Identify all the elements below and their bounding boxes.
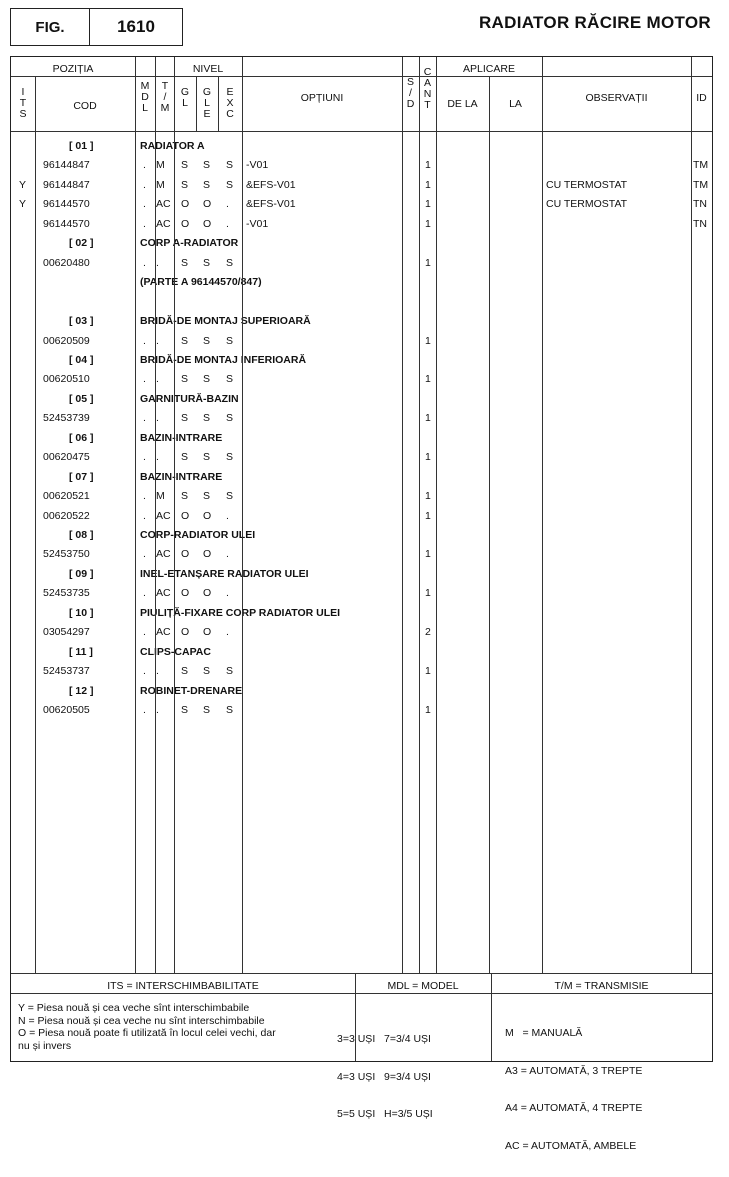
tm-value: . (156, 665, 159, 678)
option-code: &EFS-V01 (246, 198, 296, 211)
gle-value: S (203, 665, 211, 678)
section-title: ROBINET-DRENARE (140, 684, 243, 697)
position-label: [ 04 ] (69, 353, 94, 366)
part-code: 96144847 (43, 159, 90, 172)
exc-value: S (226, 159, 234, 172)
legend-its-text (18, 1002, 276, 1052)
gl-value: S (181, 704, 189, 717)
quantity: 1 (425, 451, 431, 464)
section-title: BAZIN-INTRARE (140, 470, 223, 483)
exc-value: S (226, 665, 234, 678)
part-code: 00620480 (43, 256, 90, 269)
section-title: BRIDĂ-DE MONTAJ INFERIOARĂ (140, 353, 307, 366)
quantity: 1 (425, 509, 431, 522)
quantity: 1 (425, 178, 431, 191)
id-value: TM (693, 159, 709, 172)
gl-value: O (181, 198, 190, 211)
grid-line (155, 57, 156, 973)
legend-its-line: O = Piesa nouă poate fi utilizată în locul celei vechi, dar (18, 1027, 276, 1039)
section-title: CORP A-RADIATOR (140, 237, 239, 250)
mdl-value: . (143, 217, 146, 230)
gle-value: O (203, 587, 212, 600)
mdl-value: . (143, 665, 146, 678)
section-title: GARNITURĂ-BAZIN (140, 392, 239, 405)
part-code: 96144570 (43, 198, 90, 211)
mdl-value: . (143, 178, 146, 191)
quantity: 1 (425, 587, 431, 600)
position-label: [ 02 ] (69, 237, 94, 250)
col-gl: G L (180, 86, 190, 109)
exc-value: S (226, 178, 234, 191)
gl-value: O (181, 626, 190, 639)
tm-value: AC (156, 548, 171, 561)
exc-value: S (226, 373, 234, 386)
gl-value: O (181, 548, 190, 561)
gle-value: S (203, 451, 211, 464)
part-code: 52453750 (43, 548, 90, 561)
section-title: BAZIN-INTRARE (140, 431, 223, 444)
exc-value: S (226, 334, 234, 347)
grid-line (242, 57, 243, 973)
part-code: 00620509 (43, 334, 90, 347)
col-optiuni: OPȚIUNI (300, 92, 344, 104)
tm-value: . (156, 373, 159, 386)
col-mdl: M D L (140, 80, 150, 114)
grid-line (355, 973, 356, 1061)
tm-value: M (156, 159, 165, 172)
tm-value: M (156, 490, 165, 503)
col-its: I T S (19, 86, 27, 120)
quantity: 1 (425, 548, 431, 561)
gle-value: S (203, 159, 211, 172)
its-value: Y (19, 198, 27, 211)
tm-value: AC (156, 509, 171, 522)
tm-value: . (156, 334, 159, 347)
grid-line (436, 57, 437, 973)
grid-line (174, 57, 175, 973)
legend-its-line: N = Piesa nouă și cea veche nu sînt interschimbabile (18, 1014, 265, 1027)
gl-value: O (181, 509, 190, 522)
gl-value: S (181, 178, 189, 191)
page-title: RADIATOR RĂCIRE MOTOR (478, 13, 711, 32)
grid-line (419, 57, 420, 973)
position-label: [ 08 ] (69, 529, 94, 541)
section-title: PIULIȚĂ-FIXARE CORP RADIATOR ULEI (140, 606, 341, 619)
legend-tm-line: A4 = AUTOMATĂ, 4 TREPTE (505, 1102, 643, 1114)
exc-value: S (226, 490, 234, 503)
mdl-value: . (143, 626, 146, 639)
col-pozitia: POZIȚIA (52, 63, 94, 75)
col-sd: S / D (406, 76, 415, 110)
gl-value: S (181, 373, 189, 386)
grid-line (691, 57, 692, 973)
figure-box (10, 8, 183, 46)
quantity: 1 (425, 704, 431, 717)
quantity: 1 (425, 256, 431, 269)
part-code: 00620510 (43, 373, 90, 386)
gl-value: S (181, 256, 189, 269)
mdl-value: . (143, 509, 146, 522)
col-exc: E X C (226, 86, 234, 120)
position-label: [ 07 ] (69, 470, 94, 483)
col-de-la: DE LA (447, 98, 478, 110)
legend-tm-line: AC = AUTOMATĂ, AMBELE (505, 1139, 637, 1152)
grid-line (542, 57, 543, 973)
position-label: [ 06 ] (69, 431, 94, 444)
gle-value: S (203, 704, 211, 717)
id-value: TM (693, 178, 709, 191)
legend-tm-line: A3 = AUTOMATĂ, 3 TREPTE (505, 1064, 643, 1077)
exc-value: . (226, 509, 229, 522)
quantity: 1 (425, 198, 431, 211)
col-aplicare: APLICARE (463, 63, 515, 75)
part-code: 00620521 (43, 490, 90, 503)
mdl-value: . (143, 373, 146, 386)
mdl-value: . (143, 159, 146, 172)
part-code: 96144847 (43, 178, 90, 191)
fig-number: 1610 (117, 17, 155, 36)
gle-value: O (203, 626, 212, 639)
position-label: [ 12 ] (69, 684, 94, 697)
col-la: LA (509, 98, 522, 110)
grid-line (135, 57, 136, 973)
legend-tm-text (505, 1002, 642, 1177)
tm-value: M (156, 178, 165, 191)
gle-value: S (203, 490, 211, 503)
part-code: 03054297 (43, 626, 90, 639)
gl-value: S (181, 451, 189, 464)
observation: CU TERMOSTAT (546, 178, 628, 191)
tm-value: AC (156, 198, 171, 211)
grid-line (402, 57, 403, 973)
position-label: [ 05 ] (69, 392, 94, 405)
grid-line (11, 993, 712, 994)
section-title: CLIPS-CAPAC (140, 645, 211, 658)
gl-value: S (181, 412, 189, 425)
quantity: 2 (425, 626, 431, 639)
gl-value: S (181, 334, 189, 347)
gle-value: O (203, 217, 212, 230)
legend-tm-line: M = MANUALĂ (505, 1027, 583, 1039)
gl-value: S (181, 665, 189, 678)
id-value: TN (693, 217, 707, 230)
gle-value: O (203, 548, 212, 561)
grid-line (11, 973, 712, 974)
col-nivel: NIVEL (192, 63, 224, 75)
section-title: RADIATOR A (140, 140, 205, 152)
exc-value: . (226, 217, 229, 230)
quantity: 1 (425, 159, 431, 172)
mdl-value: . (143, 704, 146, 717)
parts-table (10, 56, 713, 1152)
mdl-value: . (143, 198, 146, 211)
tm-value: . (156, 451, 159, 464)
grid-line (489, 76, 490, 973)
section-note: (PARTE A 96144570/847) (140, 276, 262, 289)
quantity: 1 (425, 373, 431, 386)
gle-value: S (203, 334, 211, 347)
tm-value: . (156, 412, 159, 425)
legend-mdl-line: 3=3 UȘI 7=3/4 UȘI (337, 1033, 431, 1045)
grid-line (491, 973, 492, 1061)
mdl-value: . (143, 490, 146, 503)
exc-value: S (226, 451, 234, 464)
exc-value: S (226, 256, 234, 269)
option-code: -V01 (246, 217, 269, 230)
col-gle: G L E (202, 86, 212, 120)
gle-value: S (203, 373, 211, 386)
legend-mdl-line: 4=3 UȘI 9=3/4 UȘI (337, 1070, 431, 1083)
gl-value: O (181, 217, 190, 230)
grid-line (11, 76, 712, 77)
gl-value: S (181, 490, 189, 503)
part-code: 00620522 (43, 509, 90, 522)
gle-value: S (203, 412, 211, 425)
col-id: ID (696, 92, 707, 104)
section-title: CORP-RADIATOR ULEI (140, 529, 256, 541)
tm-value: AC (156, 217, 171, 230)
col-cod: COD (73, 100, 97, 112)
its-value: Y (19, 178, 27, 191)
quantity: 1 (425, 217, 431, 230)
gle-value: O (203, 509, 212, 522)
gl-value: S (181, 159, 189, 172)
position-label: [ 11 ] (69, 645, 93, 658)
mdl-value: . (143, 412, 146, 425)
grid-line (196, 76, 197, 132)
position-label: [ 03 ] (69, 315, 94, 328)
gl-value: O (181, 587, 190, 600)
tm-value: AC (156, 587, 171, 600)
legend-mdl-text (337, 1008, 433, 1146)
part-code: 00620475 (43, 451, 90, 464)
grid-line (11, 131, 712, 132)
fig-label: FIG. (11, 9, 90, 45)
quantity: 1 (425, 490, 431, 503)
part-code: 52453735 (43, 587, 90, 600)
legend-tm-title: T/M = TRANSMISIE (554, 980, 649, 992)
option-code: &EFS-V01 (246, 178, 296, 191)
position-label: [ 09 ] (69, 567, 94, 580)
exc-value: S (226, 704, 234, 717)
exc-value: . (226, 198, 229, 211)
mdl-value: . (143, 587, 146, 600)
id-value: TN (693, 198, 707, 211)
mdl-value: . (143, 451, 146, 464)
exc-value: S (226, 412, 234, 425)
col-cant: C A N T (423, 66, 432, 111)
quantity: 1 (425, 334, 431, 347)
gle-value: S (203, 256, 211, 269)
part-code: 96144570 (43, 217, 90, 230)
legend-mdl-line: 5=5 UȘI H=3/5 UȘI (337, 1108, 433, 1120)
legend-its-line: nu și invers (18, 1039, 72, 1052)
legend-its-title: ITS = INTERSCHIMBABILITATE (107, 980, 259, 992)
section-title: BRIDĂ-DE MONTAJ SUPERIOARĂ (140, 315, 311, 328)
mdl-value: . (143, 334, 146, 347)
mdl-value: . (143, 548, 146, 561)
exc-value: . (226, 587, 229, 600)
legend-mdl-title: MDL = MODEL (387, 980, 459, 992)
gle-value: O (203, 198, 212, 211)
tm-value: . (156, 704, 159, 717)
position-label: [ 01 ] (69, 140, 94, 152)
quantity: 1 (425, 412, 431, 425)
exc-value: . (226, 626, 229, 639)
part-code: 52453739 (43, 412, 90, 425)
quantity: 1 (425, 665, 431, 678)
exc-value: . (226, 548, 229, 561)
gle-value: S (203, 178, 211, 191)
grid-line (218, 76, 219, 132)
legend-its-line: Y = Piesa nouă și cea veche sînt interschimbabile (18, 1002, 250, 1014)
grid-line (35, 76, 36, 973)
section-title: INEL-ETANȘARE RADIATOR ULEI (140, 567, 309, 580)
tm-value: AC (156, 626, 171, 639)
option-code: -V01 (246, 159, 269, 172)
part-code: 00620505 (43, 704, 90, 717)
position-label: [ 10 ] (69, 606, 94, 619)
observation: CU TERMOSTAT (546, 198, 628, 211)
col-tm: T / M (160, 80, 170, 114)
mdl-value: . (143, 256, 146, 269)
col-observatii: OBSERVAȚII (585, 92, 648, 104)
tm-value: . (156, 256, 159, 269)
part-code: 52453737 (43, 665, 90, 678)
